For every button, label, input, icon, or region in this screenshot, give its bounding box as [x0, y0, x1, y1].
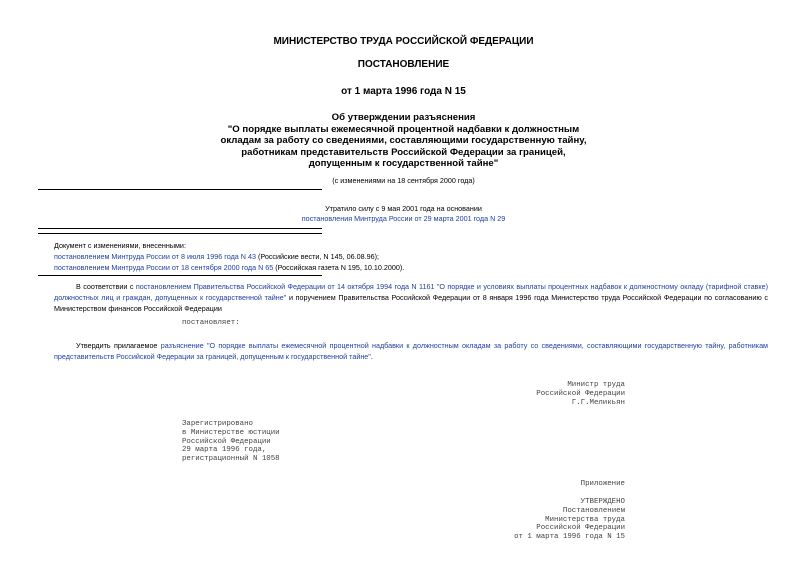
appendix-label: Приложение	[580, 480, 625, 488]
registration-line: Российской Федерации	[182, 437, 271, 446]
signature-line: Министр труда	[567, 381, 625, 389]
preamble-text: и поручением Правительства Российской Федерации от 8 января 1996 года Министерство труда Российской Федерации по согласованию с Министерством финансов Российской Федерации	[54, 293, 768, 313]
separator-line	[38, 233, 322, 234]
amendment-link[interactable]: постановлением Минтруда России от 8 июля 1996 года N 43	[54, 252, 256, 261]
document-title	[0, 112, 807, 170]
clarification-link[interactable]: разъяснение "О порядке выплаты ежемесячной процентной надбавки к должностным окладам за работу со сведениями, составляющими государственную тайну, работникам представительств Российской Федерации за границей, допущенным к государственной тайне"	[54, 341, 769, 361]
resolves-word: постановляет:	[182, 319, 240, 327]
approval-line: Российской Федерации	[536, 524, 625, 533]
title-line: работникам представительств Российской Федерации за границей,	[241, 146, 566, 158]
ministry-heading: МИНИСТЕРСТВО ТРУДА РОССИЙСКОЙ ФЕДЕРАЦИИ	[273, 36, 534, 47]
separator-line	[38, 189, 322, 190]
preamble-paragraph	[54, 281, 768, 314]
amendment-item	[54, 251, 404, 262]
amendments-intro: Документ с изменениями, внесенными:	[54, 241, 186, 250]
approval-line: от 1 марта 1996 года N 15	[514, 533, 625, 542]
validity-link[interactable]: постановления Минтруда России от 29 марта 2001 года N 29	[301, 214, 506, 223]
document-date-number: от 1 марта 1996 года N 15	[341, 86, 466, 97]
document-type: ПОСТАНОВЛЕНИЕ	[357, 59, 450, 70]
amendment-item	[54, 262, 404, 273]
title-line: Об утверждении разъяснения	[331, 112, 476, 123]
signature-line: Г.Г.Меликьян	[571, 398, 625, 407]
title-line: окладам за работу со сведениями, составляющими государственную тайну,	[220, 135, 587, 147]
title-line: "О порядке выплаты ежемесячной процентной надбавки к должностным	[227, 123, 580, 135]
amendments-block	[54, 240, 404, 273]
registration-line: Зарегистрировано	[182, 420, 253, 428]
registration-line: 29 марта 1996 года,	[182, 446, 267, 455]
approval-block	[514, 498, 625, 542]
separator-line	[38, 275, 322, 276]
amendment-source: (Российская газета N 195, 10.10.2000).	[273, 263, 405, 272]
resolution-text: Утвердить прилагаемое	[76, 341, 161, 350]
separator-line	[38, 228, 322, 229]
registration-line: регистрационный N 1058	[182, 455, 280, 464]
preamble-text: В соответствии с	[76, 282, 136, 291]
signature-block	[536, 381, 625, 407]
government-decree-link[interactable]: постановлением Правительства Российской Федерации от 14 октября 1994 года N 1161 "О порядке и условиях выплаты процентных надбавок к должностному окладу (тарифной ставке) должностных лиц и граждан, допущенных к государственной тайне"	[54, 282, 768, 302]
approval-line: Постановлением	[562, 506, 625, 515]
amendment-source: (Российские вести, N 145, 06.08.96);	[255, 252, 379, 261]
validity-note: Утратило силу с 9 мая 2001 года на основании	[325, 204, 482, 213]
approval-line: УТВЕРЖДЕНО	[580, 498, 625, 506]
registration-line: в Министерстве юстиции	[182, 428, 280, 437]
resolution-paragraph	[54, 340, 768, 362]
approval-line: Министерства труда	[545, 515, 625, 524]
amendment-link[interactable]: постановлением Минтруда России от 18 сентября 2000 года N 65	[54, 263, 274, 272]
resolution-text: .	[370, 352, 373, 361]
signature-line: Российской Федерации	[536, 389, 625, 398]
title-line: допущенным к государственной тайне"	[308, 158, 499, 170]
registration-block	[182, 420, 280, 464]
changes-note: (с изменениями на 18 сентября 2000 года)	[332, 176, 475, 185]
